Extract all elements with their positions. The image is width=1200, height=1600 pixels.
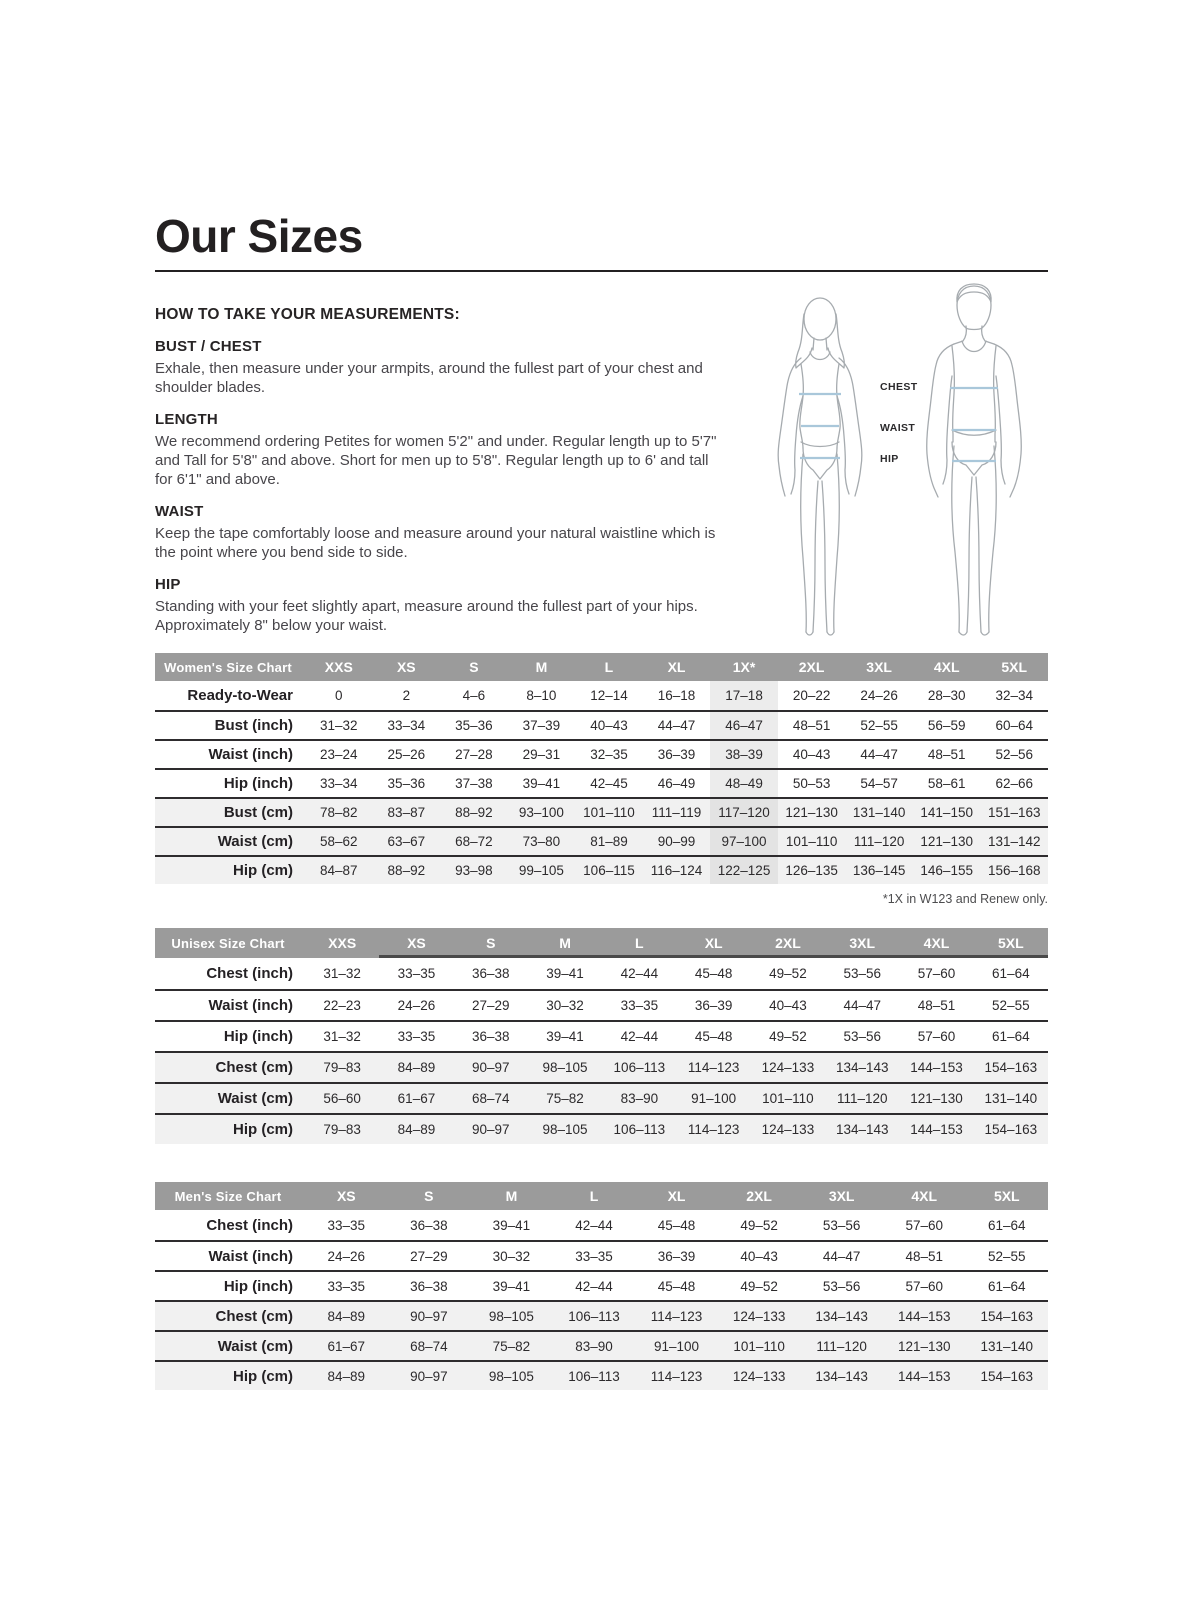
size-cell: 83–87 [387, 805, 426, 820]
size-cell: 131–140 [984, 1091, 1038, 1106]
unisex-size-chart-table [155, 928, 1048, 1144]
section-body: Standing with your feet slightly apart, measure around the fullest part of your hips. Approximately 8" below your waist. [155, 598, 698, 634]
size-cell: 61–67 [397, 1091, 436, 1106]
size-cell: 52–56 [995, 747, 1034, 762]
row-label: Hip (cm) [233, 1367, 293, 1385]
size-cell: 44–47 [843, 998, 881, 1013]
size-cell: 36–38 [410, 1278, 448, 1294]
size-column-header: L [602, 928, 676, 958]
size-cell: 122–125 [710, 857, 778, 884]
size-cell: 124–133 [732, 1308, 786, 1324]
size-cell: 141–150 [920, 805, 973, 820]
section-body: Keep the tape comfortably loose and measure around your natural waistline which is the point where you bend side to side. [155, 525, 716, 561]
size-column-header: XL [676, 928, 750, 958]
row-label: Hip (cm) [233, 1121, 293, 1138]
size-cell: 91–100 [654, 1338, 700, 1354]
size-cell: 24–26 [397, 998, 436, 1013]
size-cell: 39–41 [492, 1278, 531, 1294]
size-cell: 52–55 [992, 998, 1030, 1013]
size-cell: 136–145 [852, 863, 906, 878]
page-title: Our Sizes [155, 210, 363, 262]
size-cell: 114–123 [650, 1308, 703, 1324]
size-cell: 131–142 [987, 834, 1041, 849]
size-cell: 31–32 [323, 1029, 361, 1044]
section-heading: BUST / CHEST [155, 338, 262, 355]
size-cell: 106–113 [613, 1122, 666, 1137]
row-label: Hip (inch) [223, 775, 293, 792]
size-cell: 144–153 [910, 1122, 963, 1137]
size-cell: 124–133 [761, 1122, 815, 1137]
size-cell: 30–32 [546, 998, 584, 1013]
row-label: Waist (cm) [217, 1090, 293, 1107]
size-cell: 61–64 [992, 966, 1030, 981]
size-cell: 111–120 [816, 1338, 867, 1354]
size-cell: 93–100 [518, 805, 564, 820]
womens-size-chart-table [155, 653, 1048, 884]
size-column-header: 4XL [933, 659, 960, 675]
size-cell: 116–124 [650, 863, 703, 878]
size-cell: 33–35 [397, 1029, 436, 1044]
size-column-header: XL [667, 1188, 686, 1204]
size-column-header: XS [336, 1188, 356, 1204]
size-cell: 33–35 [620, 998, 659, 1013]
table-row [155, 1020, 1048, 1051]
size-cell: 25–26 [387, 747, 426, 762]
size-cell: 49–52 [769, 1029, 807, 1044]
size-cell: 49–52 [769, 966, 807, 981]
size-column-header: S [424, 1188, 434, 1204]
size-cell: 44–47 [657, 718, 696, 733]
size-cell: 83–90 [575, 1338, 613, 1354]
size-cell: 154–163 [980, 1368, 1034, 1384]
size-cell: 101–110 [762, 1091, 814, 1106]
row-label: Bust (inch) [214, 717, 293, 734]
table-row [155, 681, 1048, 710]
size-column-header: L [589, 1188, 599, 1204]
size-cell: 61–67 [327, 1338, 366, 1354]
size-cell: 49–52 [740, 1217, 778, 1233]
size-cell: 53–56 [822, 1217, 861, 1233]
size-cell: 33–34 [320, 776, 358, 791]
size-cell: 17–18 [710, 681, 778, 710]
size-column-header: S [454, 928, 528, 958]
size-cell: 144–153 [897, 1368, 951, 1384]
row-label: Hip (inch) [223, 1277, 293, 1295]
section-heading: WAIST [155, 503, 204, 520]
row-label: Ready-to-Wear [187, 687, 293, 704]
size-cell: 131–140 [852, 805, 906, 820]
size-cell: 101–110 [785, 834, 838, 849]
size-cell: 45–48 [694, 1029, 733, 1044]
size-cell: 84–89 [327, 1308, 366, 1324]
table-row [155, 826, 1048, 855]
size-cell: 134–143 [835, 1060, 889, 1075]
size-cell: 101–110 [733, 1338, 785, 1354]
hip-line-label: HIP [880, 453, 899, 465]
size-cell: 63–67 [387, 834, 426, 849]
size-cell: 31–32 [320, 718, 358, 733]
size-cell: 124–133 [761, 1060, 815, 1075]
size-cell: 39–41 [546, 966, 584, 981]
size-cell: 53–56 [822, 1278, 861, 1294]
size-cell: 42–44 [575, 1217, 613, 1233]
mens-size-chart-table [155, 1182, 1048, 1390]
size-cell: 56–59 [927, 718, 966, 733]
size-cell: 37–38 [455, 776, 493, 791]
size-column-header: M [535, 659, 548, 675]
size-cell: 27–29 [471, 998, 510, 1013]
table-row [155, 958, 1048, 989]
size-cell: 79–83 [323, 1060, 361, 1075]
table-row [155, 1113, 1048, 1144]
size-cell: 48–51 [927, 747, 966, 762]
size-column-header: 3XL [866, 659, 892, 675]
size-cell: 62–66 [995, 776, 1034, 791]
size-cell: 154–163 [984, 1122, 1038, 1137]
size-cell: 48–51 [905, 1248, 943, 1264]
size-column-header: S [469, 659, 479, 675]
table-row [155, 739, 1048, 768]
size-cell: 111–120 [836, 1091, 888, 1106]
table-row [155, 1330, 1048, 1360]
size-cell: 98–105 [542, 1060, 588, 1075]
row-label: Chest (cm) [215, 1307, 293, 1325]
size-cell: 24–26 [860, 688, 898, 703]
size-cell: 79–83 [323, 1122, 361, 1137]
size-chart-footnote: *1X in W123 and Renew only. [882, 892, 1048, 906]
size-cell: 27–28 [455, 747, 493, 762]
size-cell: 36–38 [410, 1217, 448, 1233]
size-cell: 46–47 [710, 712, 778, 739]
size-cell: 97–100 [710, 828, 778, 855]
measurement-figures [753, 278, 1048, 650]
size-cell: 48–51 [792, 718, 831, 733]
size-column-header: 2XL [751, 928, 825, 958]
size-cell: 90–99 [657, 834, 696, 849]
table-header-row [155, 928, 1048, 958]
size-cell: 84–89 [397, 1060, 436, 1075]
section-waist [155, 503, 727, 562]
size-cell: 39–41 [546, 1029, 584, 1044]
table-row [155, 768, 1048, 797]
size-cell: 53–56 [843, 966, 881, 981]
size-cell: 28–30 [927, 688, 966, 703]
size-cell: 57–60 [917, 1029, 956, 1044]
table-title: Unisex Size Chart [171, 935, 285, 951]
table-row [155, 989, 1048, 1020]
size-column-header: M [528, 928, 602, 958]
size-cell: 48–51 [917, 998, 956, 1013]
size-cell: 40–43 [769, 998, 807, 1013]
size-cell: 75–82 [546, 1091, 584, 1106]
size-cell: 98–105 [488, 1308, 534, 1324]
size-cell: 68–72 [455, 834, 493, 849]
size-cell: 38–39 [710, 741, 778, 768]
section-hip [155, 576, 727, 635]
size-column-header: XS [396, 659, 416, 675]
size-cell: 54–57 [860, 776, 898, 791]
section-heading: HIP [155, 576, 181, 593]
size-cell: 8–10 [526, 688, 557, 703]
size-column-header: L [604, 659, 614, 675]
size-cell: 121–130 [920, 834, 973, 849]
table-row [155, 797, 1048, 826]
size-cell: 30–32 [492, 1248, 531, 1264]
size-cell: 4–6 [462, 688, 486, 703]
size-cell: 46–49 [657, 776, 696, 791]
size-column-header: 4XL [911, 1188, 938, 1204]
row-label: Waist (inch) [208, 1247, 293, 1265]
size-cell: 56–60 [323, 1091, 361, 1106]
size-cell: 16–18 [657, 688, 696, 703]
size-cell: 134–143 [815, 1368, 868, 1384]
size-cell: 32–34 [995, 688, 1034, 703]
size-cell: 144–153 [897, 1308, 951, 1324]
row-label: Chest (cm) [215, 1059, 293, 1076]
size-cell: 36–39 [694, 998, 733, 1013]
size-cell: 93–98 [455, 863, 493, 878]
size-cell: 151–163 [987, 805, 1041, 820]
size-column-header: 5XL [974, 928, 1048, 958]
size-cell: 22–23 [323, 998, 361, 1013]
size-cell: 81–89 [590, 834, 628, 849]
size-cell: 114–123 [687, 1060, 740, 1075]
size-cell: 29–31 [522, 747, 561, 762]
size-cell: 84–89 [327, 1368, 366, 1384]
table-title: Women's Size Chart [164, 659, 292, 675]
row-label: Waist (inch) [208, 746, 293, 763]
size-cell: 106–113 [613, 1060, 666, 1075]
size-cell: 156–168 [987, 863, 1041, 878]
size-cell: 12–14 [590, 688, 628, 703]
title-divider [155, 270, 1048, 272]
size-column-header: 1X* [732, 659, 756, 675]
size-cell: 20–22 [792, 688, 831, 703]
row-label: Waist (cm) [217, 1337, 293, 1355]
size-cell: 121–130 [897, 1338, 951, 1354]
size-column-header: 5XL [993, 1188, 1020, 1204]
size-cell: 84–89 [397, 1122, 436, 1137]
man-figure-illustration [910, 280, 1038, 642]
row-label: Hip (inch) [223, 1028, 293, 1045]
size-cell: 45–48 [657, 1217, 696, 1233]
size-cell: 40–43 [590, 718, 628, 733]
size-cell: 27–29 [410, 1248, 448, 1264]
size-cell: 154–163 [984, 1060, 1038, 1075]
size-cell: 106–113 [568, 1368, 620, 1384]
table-row [155, 1082, 1048, 1113]
size-column-header: XL [667, 659, 686, 675]
size-cell: 52–55 [988, 1248, 1026, 1264]
size-column-header: M [505, 1188, 518, 1204]
size-cell: 45–48 [657, 1278, 696, 1294]
size-cell: 144–153 [910, 1060, 963, 1075]
size-cell: 50–53 [792, 776, 831, 791]
size-cell: 24–26 [327, 1248, 366, 1264]
size-cell: 35–36 [387, 776, 426, 791]
table-row [155, 1051, 1048, 1082]
section-body: We recommend ordering Petites for women 5'2" and under. Regular length up to 5'7" and Tall for 5'8" and above. Short for men up to 5'8". Regular length up to 6' and tall for 6'1" and above. [155, 433, 717, 488]
size-cell: 44–47 [822, 1248, 861, 1264]
size-cell: 32–35 [590, 747, 628, 762]
size-cell: 126–135 [785, 863, 838, 878]
size-cell: 146–155 [920, 863, 973, 878]
size-cell: 39–41 [522, 776, 561, 791]
size-cell: 60–64 [995, 718, 1034, 733]
size-cell: 78–82 [320, 805, 358, 820]
measurement-instructions [155, 306, 727, 635]
table-row [155, 1210, 1048, 1240]
table-row [155, 1240, 1048, 1270]
size-cell: 58–61 [927, 776, 966, 791]
size-cell: 49–52 [740, 1278, 778, 1294]
size-cell: 114–123 [687, 1122, 740, 1137]
size-cell: 33–35 [327, 1278, 366, 1294]
table-row [155, 1360, 1048, 1390]
size-cell: 48–49 [710, 770, 778, 797]
size-cell: 23–24 [320, 747, 358, 762]
size-cell: 90–97 [410, 1308, 448, 1324]
table-row [155, 710, 1048, 739]
size-cell: 44–47 [860, 747, 898, 762]
woman-figure-illustration [757, 292, 883, 642]
size-cell: 33–35 [575, 1248, 613, 1264]
size-guide-page [155, 210, 1048, 1385]
table-title: Men's Size Chart [174, 1188, 282, 1204]
size-cell: 31–32 [323, 966, 361, 981]
size-cell: 57–60 [905, 1278, 943, 1294]
size-cell: 68–74 [410, 1338, 448, 1354]
size-column-header: 4XL [899, 928, 973, 958]
size-cell: 117–120 [710, 799, 778, 826]
chest-line-label: CHEST [880, 381, 918, 393]
size-cell: 111–120 [853, 834, 905, 849]
size-cell: 124–133 [732, 1368, 786, 1384]
size-cell: 88–92 [455, 805, 493, 820]
size-cell: 134–143 [835, 1122, 889, 1137]
size-cell: 37–39 [522, 718, 561, 733]
size-cell: 58–62 [320, 834, 358, 849]
size-cell: 106–113 [568, 1308, 620, 1324]
size-cell: 36–39 [657, 1248, 696, 1264]
row-label: Hip (cm) [233, 862, 293, 879]
size-cell: 99–105 [518, 863, 564, 878]
section-length [155, 411, 727, 489]
size-cell: 121–130 [785, 805, 838, 820]
table-header-row [155, 653, 1048, 681]
size-cell: 45–48 [694, 966, 733, 981]
size-cell: 88–92 [387, 863, 426, 878]
size-cell: 33–35 [397, 966, 436, 981]
size-cell: 61–64 [988, 1217, 1026, 1233]
size-cell: 68–74 [471, 1091, 510, 1106]
size-column-header: XS [379, 928, 453, 958]
size-cell: 90–97 [471, 1122, 510, 1137]
waist-line-label: WAIST [880, 422, 916, 434]
size-cell: 42–44 [575, 1278, 613, 1294]
size-cell: 106–115 [583, 863, 635, 878]
size-cell: 101–110 [583, 805, 635, 820]
row-label: Bust (cm) [223, 804, 293, 821]
size-cell: 90–97 [471, 1060, 510, 1075]
size-cell: 57–60 [905, 1217, 943, 1233]
size-cell: 52–55 [860, 718, 898, 733]
size-cell: 91–100 [691, 1091, 737, 1106]
size-cell: 98–105 [542, 1122, 588, 1137]
size-cell: 114–123 [650, 1368, 703, 1384]
size-cell: 73–80 [522, 834, 561, 849]
size-cell: 42–44 [620, 1029, 659, 1044]
row-label: Waist (inch) [208, 997, 293, 1014]
size-cell: 42–44 [620, 966, 659, 981]
table-header-row [155, 1182, 1048, 1210]
size-cell: 75–82 [492, 1338, 531, 1354]
size-cell: 61–64 [988, 1278, 1026, 1294]
size-cell: 111–119 [651, 805, 702, 820]
size-cell: 36–39 [657, 747, 696, 762]
table-row [155, 1300, 1048, 1330]
size-cell: 0 [335, 688, 343, 703]
size-cell: 36–38 [471, 966, 510, 981]
size-cell: 61–64 [992, 1029, 1030, 1044]
size-cell: 35–36 [455, 718, 493, 733]
size-column-header: 3XL [828, 1188, 855, 1204]
size-cell: 83–90 [620, 1091, 659, 1106]
size-cell: 90–97 [410, 1368, 448, 1384]
section-bust-chest [155, 338, 727, 397]
size-cell: 36–38 [471, 1029, 510, 1044]
size-column-header: XXS [324, 659, 353, 675]
size-cell: 33–35 [327, 1217, 366, 1233]
size-column-header: XXS [328, 935, 357, 951]
size-cell: 154–163 [980, 1308, 1034, 1324]
size-cell: 42–45 [590, 776, 628, 791]
size-cell: 53–56 [843, 1029, 881, 1044]
size-cell: 131–140 [980, 1338, 1034, 1354]
size-cell: 98–105 [488, 1368, 534, 1384]
row-label: Waist (cm) [217, 833, 293, 850]
size-cell: 84–87 [320, 863, 358, 878]
size-cell: 40–43 [740, 1248, 778, 1264]
row-label: Chest (inch) [206, 965, 293, 982]
section-heading: LENGTH [155, 411, 218, 428]
size-cell: 121–130 [910, 1091, 963, 1106]
size-column-header: 5XL [1001, 659, 1028, 675]
section-body: Exhale, then measure under your armpits, around the fullest part of your chest and shoulder blades. [155, 360, 703, 396]
size-cell: 57–60 [917, 966, 956, 981]
row-label: Chest (inch) [206, 1216, 293, 1234]
size-column-header: 2XL [746, 1188, 772, 1204]
how-to-heading: HOW TO TAKE YOUR MEASUREMENTS: [155, 306, 460, 323]
size-cell: 33–34 [387, 718, 426, 733]
size-column-header: 2XL [798, 659, 825, 675]
size-cell: 2 [402, 688, 411, 703]
table-row [155, 855, 1048, 884]
table-row [155, 1270, 1048, 1300]
size-column-header: 3XL [825, 928, 899, 958]
size-cell: 39–41 [492, 1217, 531, 1233]
size-cell: 134–143 [815, 1308, 868, 1324]
size-cell: 40–43 [792, 747, 831, 762]
